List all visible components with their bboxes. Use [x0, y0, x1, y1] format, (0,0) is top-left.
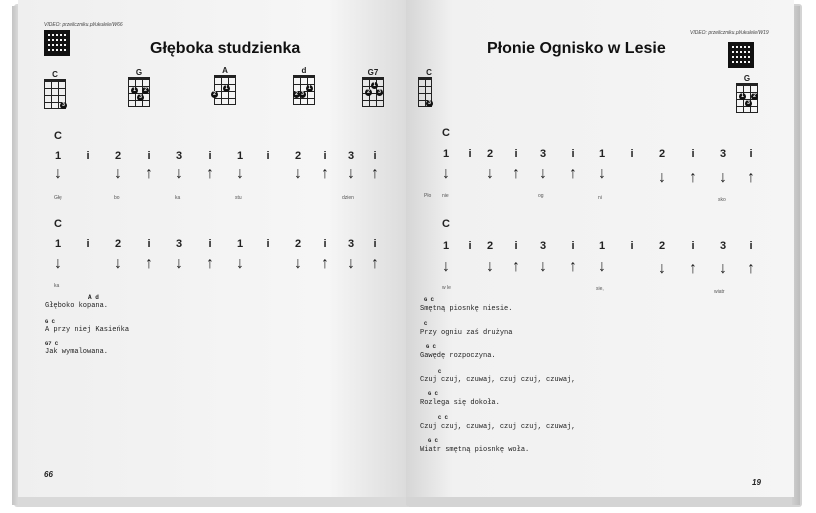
- section-chord-label: C: [442, 218, 450, 230]
- chord-name: A: [222, 66, 228, 75]
- beat-count: i: [208, 238, 212, 250]
- syllable: sie,: [596, 286, 604, 292]
- fretboard-grid: [214, 75, 236, 105]
- syllable: wiatr: [714, 289, 725, 295]
- syllable: ka: [175, 195, 181, 201]
- strum-down-arrow-icon: ↓: [486, 258, 494, 275]
- strum-up-arrow-icon: ↑: [371, 255, 379, 272]
- strum-up-arrow-icon: ↑: [747, 260, 755, 277]
- beat-count: i: [373, 238, 377, 250]
- strum-down-arrow-icon: ↓: [114, 165, 122, 182]
- chord-diagram-d: [293, 66, 315, 105]
- strum-up-arrow-icon: ↑: [747, 169, 755, 186]
- beat-count: 1: [442, 148, 450, 160]
- beat-count: i: [147, 150, 151, 162]
- strum-up-arrow-icon: ↑: [569, 165, 577, 182]
- song-title: Głęboka studzienka: [150, 40, 301, 57]
- strum-down-arrow-icon: ↓: [539, 258, 547, 275]
- strum-down-arrow-icon: ↓: [294, 255, 302, 272]
- section-chord-label: C: [54, 218, 62, 230]
- syllable: ni: [598, 195, 602, 201]
- lyric-line: Smętną piosnkę niesie.: [420, 305, 513, 313]
- lyric-chords: G7 C: [45, 340, 59, 347]
- strum-down-arrow-icon: ↓: [442, 165, 450, 182]
- beat-count: i: [468, 148, 472, 160]
- syllable: Głę: [54, 195, 62, 201]
- strum-down-arrow-icon: ↓: [719, 169, 727, 186]
- strum-up-arrow-icon: ↑: [206, 165, 214, 182]
- beat-count: 2: [658, 148, 666, 160]
- beat-count: 3: [719, 148, 727, 160]
- strum-down-arrow-icon: ↓: [539, 165, 547, 182]
- lyric-line: Czuj czuj, czuwaj, czuj czuj, czuwaj,: [420, 376, 576, 384]
- chord-diagram-g: [128, 68, 150, 107]
- beat-count: 2: [658, 240, 666, 252]
- beat-count: i: [86, 238, 90, 250]
- beat-count: i: [571, 148, 575, 160]
- strum-up-arrow-icon: ↑: [689, 169, 697, 186]
- lyric-line: Wiatr smętną piosnkę woła.: [420, 446, 530, 454]
- finger-dot: 3: [745, 100, 752, 107]
- lyric-chords: C C: [438, 414, 448, 421]
- lyric-line: Jak wymalowana.: [45, 348, 109, 356]
- beat-count: i: [86, 150, 90, 162]
- chord-name: C: [426, 68, 432, 77]
- beat-count: i: [266, 238, 270, 250]
- strum-down-arrow-icon: ↓: [175, 255, 183, 272]
- lyric-chords: C: [438, 368, 442, 375]
- strum-up-arrow-icon: ↑: [321, 165, 329, 182]
- strum-down-arrow-icon: ↓: [54, 165, 62, 182]
- chord-name: G7: [367, 68, 379, 77]
- beat-count: 3: [539, 240, 547, 252]
- beat-count: i: [147, 238, 151, 250]
- strum-down-arrow-icon: ↓: [598, 165, 606, 182]
- chord-diagram-c: [44, 70, 66, 109]
- syllable: og: [538, 193, 544, 199]
- fretboard-grid: [293, 75, 315, 105]
- finger-dot: 1: [306, 85, 313, 92]
- lyric-chords: G C: [428, 437, 438, 444]
- strum-up-arrow-icon: ↑: [512, 165, 520, 182]
- lyric-line: Przy ogniu zaś drużyna: [420, 329, 513, 337]
- syllable: Pło: [424, 193, 432, 199]
- beat-count: i: [468, 240, 472, 252]
- syllable: w le: [442, 285, 451, 291]
- strum-up-arrow-icon: ↑: [371, 165, 379, 182]
- beat-count: 2: [294, 150, 302, 162]
- beat-count: 3: [175, 150, 183, 162]
- beat-count: 1: [236, 238, 244, 250]
- beat-count: i: [630, 148, 634, 160]
- strum-up-arrow-icon: ↑: [145, 165, 153, 182]
- syllable: nie: [442, 193, 449, 199]
- chord-name: C: [52, 70, 58, 79]
- finger-dot: 2: [293, 91, 300, 98]
- finger-dot: 1: [223, 85, 230, 92]
- strum-down-arrow-icon: ↓: [114, 255, 122, 272]
- finger-dot: 3: [137, 94, 144, 101]
- strum-up-arrow-icon: ↑: [145, 255, 153, 272]
- lyric-chords: G C: [424, 296, 434, 303]
- strum-down-arrow-icon: ↓: [294, 165, 302, 182]
- section-chord-label: C: [54, 130, 62, 142]
- beat-count: i: [630, 240, 634, 252]
- qr-code-icon[interactable]: [728, 42, 754, 68]
- section-chord-label: C: [442, 127, 450, 139]
- strum-up-arrow-icon: ↑: [512, 258, 520, 275]
- page-number: 19: [752, 478, 761, 487]
- syllable: ka: [54, 283, 60, 289]
- strum-down-arrow-icon: ↓: [236, 255, 244, 272]
- beat-count: i: [208, 150, 212, 162]
- beat-count: i: [323, 238, 327, 250]
- beat-count: 3: [175, 238, 183, 250]
- strum-down-arrow-icon: ↓: [598, 258, 606, 275]
- strum-down-arrow-icon: ↓: [658, 169, 666, 186]
- strum-down-arrow-icon: ↓: [175, 165, 183, 182]
- syllable: dzien: [342, 195, 354, 201]
- strum-down-arrow-icon: ↓: [486, 165, 494, 182]
- beat-count: 2: [114, 238, 122, 250]
- finger-dot: 3: [60, 102, 67, 109]
- lyric-chords: G C: [426, 343, 436, 350]
- chord-name: G: [743, 74, 751, 83]
- finger-dot: 1: [739, 93, 746, 100]
- strum-down-arrow-icon: ↓: [658, 260, 666, 277]
- syllable: bo: [114, 195, 120, 201]
- beat-count: 3: [539, 148, 547, 160]
- lyric-line: Rozlega się dokoła.: [420, 399, 500, 407]
- chord-name: d: [301, 66, 307, 75]
- beat-count: i: [749, 240, 753, 252]
- finger-dot: 1: [371, 82, 378, 89]
- chord-diagram-a: [214, 66, 236, 105]
- beat-count: 1: [236, 150, 244, 162]
- video-link-label[interactable]: VIDEO: przeliczniku.pl/ukulele/W19: [690, 30, 769, 36]
- beat-count: 3: [347, 238, 355, 250]
- beat-count: 2: [486, 240, 494, 252]
- beat-count: 1: [442, 240, 450, 252]
- finger-dot: 2: [751, 93, 758, 100]
- beat-count: i: [691, 148, 695, 160]
- finger-dot: 3: [376, 89, 383, 96]
- song-title: Płonie Ognisko w Lesie: [487, 40, 666, 57]
- strum-up-arrow-icon: ↑: [689, 260, 697, 277]
- beat-count: 1: [598, 240, 606, 252]
- page-number: 66: [44, 470, 53, 479]
- strum-down-arrow-icon: ↓: [54, 255, 62, 272]
- qr-code-icon[interactable]: [44, 30, 70, 56]
- chord-name: G: [135, 68, 143, 77]
- lyric-line: Gawędę rozpoczyna.: [420, 352, 496, 360]
- beat-count: i: [749, 148, 753, 160]
- lyric-chords: A d: [88, 294, 99, 301]
- finger-dot: 2: [211, 91, 218, 98]
- beat-count: 1: [54, 238, 62, 250]
- beat-count: i: [373, 150, 377, 162]
- syllable: sko: [718, 197, 726, 203]
- strum-down-arrow-icon: ↓: [719, 260, 727, 277]
- beat-count: 1: [54, 150, 62, 162]
- right-page: [406, 0, 794, 497]
- beat-count: 1: [598, 148, 606, 160]
- beat-count: i: [514, 148, 518, 160]
- lyric-chords: G C: [45, 318, 55, 325]
- chord-diagram-g: [736, 74, 758, 113]
- beat-count: 2: [486, 148, 494, 160]
- fretboard-grid: [128, 77, 150, 107]
- lyric-line: Czuj czuj, czuwaj, czuj czuj, czuwaj,: [420, 423, 576, 431]
- syllable: stu: [235, 195, 242, 201]
- finger-dot: 2: [365, 89, 372, 96]
- strum-up-arrow-icon: ↑: [569, 258, 577, 275]
- beat-count: i: [323, 150, 327, 162]
- fretboard-grid: [362, 77, 384, 107]
- finger-dot: 2: [142, 87, 149, 94]
- video-link-label[interactable]: VIDEO: przeliczniku.pl/ukulele/W66: [44, 22, 123, 28]
- beat-count: i: [514, 240, 518, 252]
- beat-count: i: [266, 150, 270, 162]
- lyric-line: Głęboko kopana.: [45, 302, 109, 310]
- left-page: [18, 0, 406, 497]
- strum-down-arrow-icon: ↓: [442, 258, 450, 275]
- beat-count: i: [571, 240, 575, 252]
- strum-up-arrow-icon: ↑: [321, 255, 329, 272]
- lyric-line: A przy niej Kasieńka: [45, 326, 130, 334]
- finger-dot: 3: [299, 91, 306, 98]
- strum-down-arrow-icon: ↓: [347, 255, 355, 272]
- chord-diagram-g7: [362, 68, 384, 107]
- beat-count: 3: [347, 150, 355, 162]
- chord-diagram-c: [418, 68, 440, 107]
- finger-dot: 1: [131, 87, 138, 94]
- finger-dot: 3: [426, 100, 433, 107]
- beat-count: 3: [719, 240, 727, 252]
- beat-count: 2: [294, 238, 302, 250]
- beat-count: i: [691, 240, 695, 252]
- lyric-chords: C: [424, 320, 428, 327]
- strum-down-arrow-icon: ↓: [347, 165, 355, 182]
- strum-down-arrow-icon: ↓: [236, 165, 244, 182]
- fretboard-grid: [736, 83, 758, 113]
- strum-up-arrow-icon: ↑: [206, 255, 214, 272]
- beat-count: 2: [114, 150, 122, 162]
- fretboard-grid: [44, 79, 66, 109]
- fretboard-grid: [418, 77, 432, 107]
- lyric-chords: G C: [428, 390, 438, 397]
